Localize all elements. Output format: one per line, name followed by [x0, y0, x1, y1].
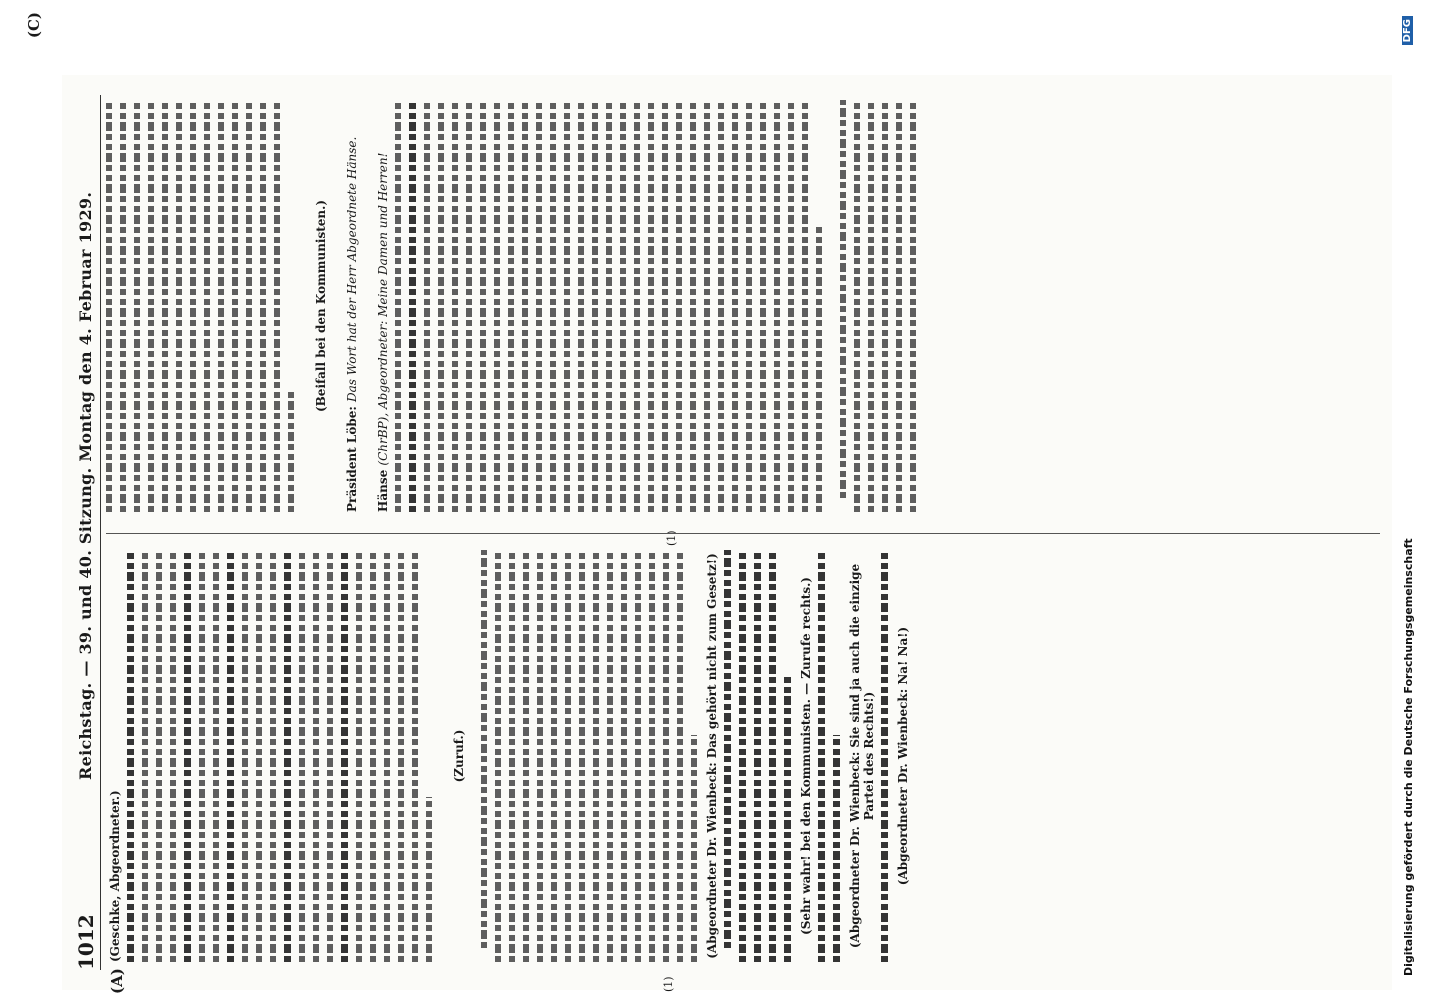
text-line [818, 550, 825, 962]
text-line [732, 100, 738, 512]
text-line [833, 735, 840, 962]
text-line [106, 100, 112, 512]
text-line [199, 550, 205, 962]
text-line [536, 100, 542, 512]
text-line [621, 550, 627, 962]
speaker-name: Hänse [376, 469, 390, 512]
speaker-heading: (Geschke, Abgeordneter.) [108, 790, 122, 962]
text-line [148, 100, 154, 512]
text-line [242, 550, 248, 962]
text-line [537, 550, 543, 962]
speaker-party: (ChrBP), Abgeordneter: Meine Damen und Herren! [376, 152, 390, 466]
text-line [270, 550, 276, 962]
speaker-heading-right [376, 100, 390, 512]
text-line [494, 100, 500, 512]
text-line [882, 100, 888, 512]
text-line [769, 550, 776, 962]
text-line [288, 388, 294, 512]
text-line [676, 100, 682, 512]
text-line [481, 550, 487, 948]
dfg-logo: DFG [1402, 16, 1413, 45]
text-line [370, 550, 376, 962]
text-line [120, 100, 126, 512]
footnote-mark-left: (1) [662, 976, 675, 992]
text-line [395, 100, 401, 512]
text-line [910, 100, 916, 512]
text-line [593, 550, 599, 962]
text-line [213, 550, 219, 962]
text-line [746, 100, 752, 512]
text-line [190, 100, 196, 512]
text-line [606, 100, 612, 512]
text-line [551, 550, 557, 962]
text-line [635, 550, 641, 962]
text-line [592, 100, 598, 512]
text-line [816, 224, 822, 512]
interjection-text: (Sehr wahr! bei den Kommunisten. — Zurufe rechts.) [799, 577, 813, 935]
digitization-stamp [1402, 16, 1420, 976]
right-column [106, 100, 924, 512]
text-line [868, 100, 874, 512]
text-line [299, 550, 305, 962]
text-line [274, 100, 280, 512]
page-header [70, 95, 101, 970]
text-line [438, 100, 444, 512]
president-heading [345, 100, 359, 512]
text-line [452, 100, 458, 512]
text-line [634, 100, 640, 512]
text-line [754, 550, 761, 962]
text-line [260, 100, 266, 512]
text-line [508, 100, 514, 512]
text-line [162, 100, 168, 512]
interjection-text: (Abgeordneter Dr. Wienbeck: Sie sind ja auch die einzige Partei des Rechts!) [848, 563, 876, 949]
text-line [690, 100, 696, 512]
footnote-mark-right: (1) [665, 530, 678, 546]
text-line [840, 100, 846, 498]
president-text: Das Wort hat der Herr Abgeordnete Hänse. [345, 136, 359, 402]
text-line [784, 674, 791, 962]
text-line [704, 100, 710, 512]
text-line [134, 100, 140, 512]
applause-text: (Beifall bei den Kommunisten.) [314, 199, 328, 413]
text-line [327, 550, 333, 962]
left-column [106, 550, 915, 962]
text-line [284, 550, 291, 962]
page-number: 1012 [74, 914, 98, 970]
text-line [227, 550, 234, 962]
scanned-page [62, 75, 1392, 994]
text-line [170, 550, 176, 962]
president-name: Präsident Löbe: [345, 406, 359, 512]
stamp-text: Digitalisierung gefördert durch die Deutsche Forschungsgemeinschaft [1402, 538, 1415, 976]
text-line [313, 550, 319, 962]
text-line [691, 735, 697, 962]
text-line [881, 550, 888, 962]
text-line [142, 550, 148, 962]
interjection-text: (Abgeordneter Dr. Wienbeck: Das gehört nicht zum Gesetz!) [705, 553, 719, 959]
text-line [398, 550, 404, 962]
text-line [788, 100, 794, 512]
page-margin-letter-c: (C) [25, 12, 43, 39]
text-line [620, 100, 626, 512]
text-line [356, 550, 362, 962]
running-head: Reichstag. — 39. und 40. Sitzung. Montag den 4. Februar 1929. [76, 191, 95, 780]
text-line [607, 550, 613, 962]
text-line [774, 100, 780, 512]
text-line [218, 100, 224, 512]
text-line [523, 550, 529, 962]
text-line [246, 100, 252, 512]
text-line [466, 100, 472, 512]
text-line [232, 100, 238, 512]
text-line [480, 100, 486, 512]
text-line [663, 550, 669, 962]
text-line [424, 100, 430, 512]
column-rule [106, 533, 1380, 534]
text-line [579, 550, 585, 962]
text-line [341, 550, 348, 962]
text-line [495, 550, 501, 962]
text-line [724, 550, 731, 948]
text-line [662, 100, 668, 512]
text-line [760, 100, 766, 512]
text-line [256, 550, 262, 962]
text-line [896, 100, 902, 512]
text-line [854, 100, 860, 512]
text-line [739, 550, 746, 962]
text-line [649, 550, 655, 962]
text-line [412, 550, 418, 962]
text-line [718, 100, 724, 512]
text-line [176, 100, 182, 512]
text-line [802, 100, 808, 512]
text-line [550, 100, 556, 512]
text-line [565, 550, 571, 962]
text-line [677, 550, 683, 962]
text-line [564, 100, 570, 512]
margin-letter-a: (A) [108, 968, 126, 994]
text-line [127, 550, 134, 962]
text-line [156, 550, 162, 962]
text-line [409, 100, 416, 512]
interjection-text: (Abgeordneter Dr. Wienbeck: Na! Na!) [896, 626, 910, 886]
interjection-text: (Zuruf.) [452, 729, 466, 783]
text-line [522, 100, 528, 512]
text-line [426, 797, 432, 962]
text-line [509, 550, 515, 962]
text-line [578, 100, 584, 512]
text-line [648, 100, 654, 512]
text-line [184, 550, 191, 962]
text-line [204, 100, 210, 512]
text-line [384, 550, 390, 962]
